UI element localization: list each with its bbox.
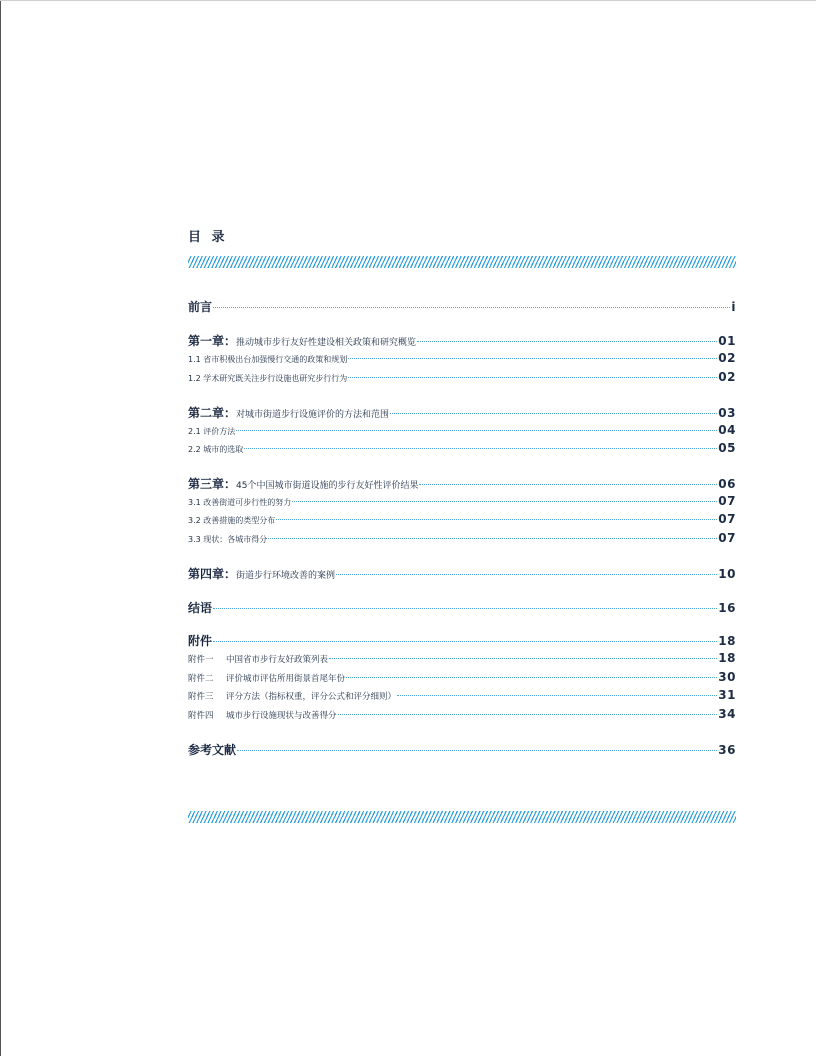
toc-entry-label bbox=[188, 497, 291, 508]
toc-entry-chapter-2[interactable] bbox=[188, 404, 736, 421]
toc-entry-page: 18 bbox=[718, 651, 736, 665]
toc-entry-page: 02 bbox=[718, 351, 736, 365]
toc-entry-label bbox=[188, 475, 418, 492]
appendix-number: 附件三 bbox=[188, 692, 214, 702]
dot-leader bbox=[390, 413, 717, 414]
toc-entry-label bbox=[188, 709, 337, 721]
toc-entry-label bbox=[188, 404, 389, 421]
toc-entry-page: 36 bbox=[718, 743, 736, 757]
toc-entry-title: 改善街道可步行性的努力 bbox=[203, 498, 292, 507]
toc-entry-references[interactable] bbox=[188, 741, 736, 758]
dot-leader bbox=[338, 714, 718, 715]
dot-leader bbox=[236, 430, 717, 431]
section-number: 2.1 bbox=[188, 427, 201, 436]
toc-entry-title: 现状：各城市得分 bbox=[203, 535, 268, 544]
toc-entry-label bbox=[188, 426, 235, 437]
toc-entry-label bbox=[188, 354, 347, 365]
toc-entry-title: 城市步行设施现状与改善得分 bbox=[226, 711, 337, 721]
toc-entry-page: 18 bbox=[718, 634, 736, 648]
appendix-number: 附件二 bbox=[188, 674, 214, 684]
toc-entry-label bbox=[188, 690, 396, 702]
section-number: 1.2 bbox=[188, 374, 201, 383]
chapter-number: 第一章： bbox=[188, 334, 237, 348]
toc-entry-title: 评价方法 bbox=[203, 427, 236, 436]
dot-leader bbox=[336, 574, 717, 575]
toc-entry-page: 34 bbox=[718, 707, 736, 721]
chapter-number: 第二章： bbox=[188, 406, 237, 420]
toc-entry-page: 16 bbox=[718, 601, 736, 615]
toc-entry-page: 05 bbox=[718, 441, 736, 455]
toc-entry-label bbox=[188, 444, 243, 455]
appendix-number: 附件一 bbox=[188, 655, 214, 665]
toc-entry-page: 03 bbox=[718, 406, 736, 420]
toc-entry-page: 30 bbox=[718, 670, 736, 684]
toc-entry-title: 中国省市步行友好政策列表 bbox=[226, 655, 329, 665]
section-number: 2.2 bbox=[188, 445, 201, 454]
chapter-number: 第四章： bbox=[188, 567, 237, 581]
dot-leader bbox=[329, 658, 717, 659]
toc-entry-chapter-1[interactable] bbox=[188, 332, 736, 349]
dot-leader bbox=[346, 677, 717, 678]
toc-entry-label bbox=[188, 373, 347, 384]
chapter-number: 第三章： bbox=[188, 477, 237, 491]
appendix-number: 附件四 bbox=[188, 711, 214, 721]
toc-entry-title: 对城市街道步行设施评价的方法和范围 bbox=[236, 410, 390, 420]
toc-entry-appendix-4[interactable] bbox=[188, 707, 736, 721]
toc-entry-section-1-2[interactable] bbox=[188, 370, 736, 384]
toc-entry-page: 07 bbox=[718, 494, 736, 508]
toc-entry-section-2-2[interactable] bbox=[188, 441, 736, 455]
toc-entry-title: 参考文献 bbox=[188, 743, 237, 757]
toc-entry-page: 07 bbox=[718, 531, 736, 545]
toc-entry-title: 评分方法（指标权重，评分公式和评分细则） bbox=[226, 692, 397, 702]
dot-leader bbox=[244, 448, 717, 449]
toc-entry-conclusion[interactable] bbox=[188, 599, 736, 616]
section-number: 1.1 bbox=[188, 355, 201, 364]
section-number: 3.1 bbox=[188, 498, 201, 507]
toc-entry-title: 街道步行环境改善的案例 bbox=[236, 571, 336, 581]
toc-entry-title: 评价城市评估所用街景首尾年份 bbox=[226, 674, 346, 684]
dot-leader bbox=[348, 358, 717, 359]
dot-leader bbox=[213, 307, 730, 308]
toc-entry-label bbox=[188, 332, 416, 349]
dot-leader bbox=[348, 377, 717, 378]
toc-entry-section-1-1[interactable] bbox=[188, 351, 736, 365]
toc-entry-label bbox=[188, 672, 345, 684]
dot-leader bbox=[276, 519, 717, 520]
section-number: 3.2 bbox=[188, 516, 201, 525]
toc-entry-title: 改善措施的类型分布 bbox=[203, 516, 276, 525]
dot-leader bbox=[419, 484, 717, 485]
toc-entry-page: 07 bbox=[718, 512, 736, 526]
hatch-divider-top bbox=[188, 256, 736, 268]
toc-entry-appendix-2[interactable] bbox=[188, 670, 736, 684]
toc-entry-title: 附件 bbox=[188, 634, 213, 648]
toc-entry-chapter-3[interactable] bbox=[188, 475, 736, 492]
dot-leader bbox=[268, 538, 717, 539]
toc-entry-chapter-4[interactable] bbox=[188, 565, 736, 582]
toc-entry-page: 10 bbox=[718, 567, 736, 581]
toc-entry-appendix-3[interactable] bbox=[188, 688, 736, 702]
toc-entry-page: 01 bbox=[718, 334, 736, 348]
toc-entry-label bbox=[188, 565, 335, 582]
toc-entry-title: 省市积极出台加强慢行交通的政策和规划 bbox=[203, 355, 348, 364]
toc-entry-title: 结语 bbox=[188, 601, 213, 615]
dot-leader bbox=[397, 695, 717, 696]
dot-leader bbox=[292, 501, 717, 502]
section-number: 3.3 bbox=[188, 535, 201, 544]
hatch-divider-bottom bbox=[188, 811, 736, 823]
page-edge bbox=[0, 0, 1, 1056]
toc-entry-section-2-1[interactable] bbox=[188, 423, 736, 437]
toc-entry-page: 31 bbox=[718, 688, 736, 702]
toc-entry-appendix[interactable] bbox=[188, 632, 736, 649]
toc-heading: 目 录 bbox=[188, 230, 228, 245]
toc-entry-title: 推动城市步行友好性建设相关政策和研究概览 bbox=[236, 338, 417, 348]
toc-entry-title: 城市的选取 bbox=[203, 445, 244, 454]
toc-entry-section-3-1[interactable] bbox=[188, 494, 736, 508]
toc-entry-preface[interactable] bbox=[188, 298, 736, 315]
dot-leader bbox=[213, 608, 717, 609]
toc-entry-title: 学术研究既关注步行设施也研究步行行为 bbox=[203, 374, 348, 383]
toc-entry-page: i bbox=[731, 300, 736, 314]
toc-entry-page: 06 bbox=[718, 477, 736, 491]
toc-entry-title: 45个中国城市街道设施的步行友好性评价结果 bbox=[236, 481, 419, 491]
page-edge-top bbox=[0, 0, 816, 1]
toc-entry-appendix-1[interactable] bbox=[188, 651, 736, 665]
dot-leader bbox=[213, 641, 717, 642]
dot-leader bbox=[237, 750, 717, 751]
toc-entry-label bbox=[188, 515, 275, 526]
dot-leader bbox=[417, 341, 717, 342]
toc-entry-label bbox=[188, 534, 267, 545]
toc-entry-label bbox=[188, 653, 328, 665]
toc-entry-title: 前言 bbox=[188, 300, 213, 314]
toc-entry-page: 02 bbox=[718, 370, 736, 384]
toc-entry-section-3-3[interactable] bbox=[188, 531, 736, 545]
toc-entry-page: 04 bbox=[718, 423, 736, 437]
toc-entry-section-3-2[interactable] bbox=[188, 512, 736, 526]
